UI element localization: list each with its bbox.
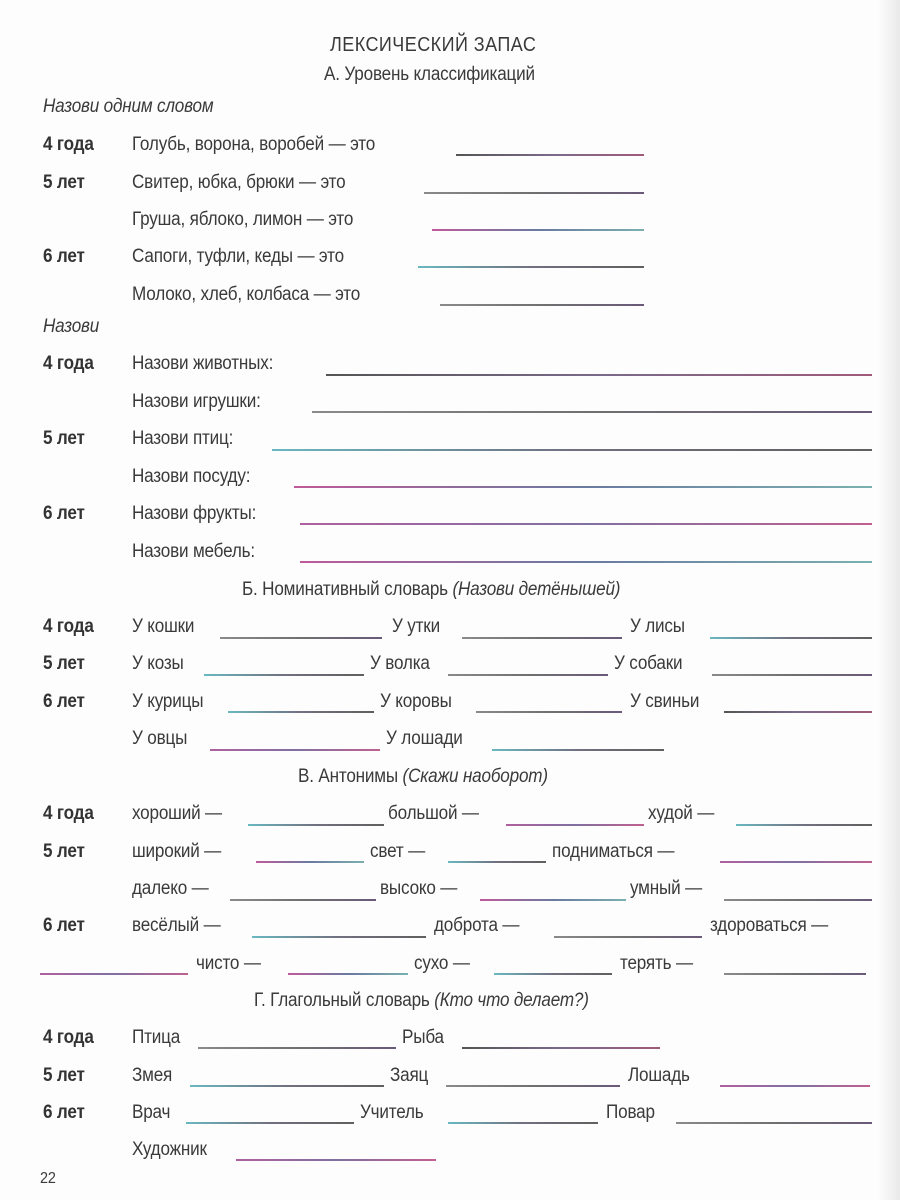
answer-blank[interactable] bbox=[712, 674, 872, 676]
answer-blank[interactable] bbox=[446, 1085, 620, 1087]
answer-blank[interactable] bbox=[40, 973, 188, 975]
answer-blank[interactable] bbox=[736, 824, 872, 826]
answer-blank[interactable] bbox=[462, 637, 622, 639]
answer-blank[interactable] bbox=[554, 936, 702, 938]
answer-blank[interactable] bbox=[186, 1122, 354, 1124]
prompt-text: У волка bbox=[370, 653, 430, 674]
prompt-text: Врач bbox=[132, 1102, 171, 1123]
age-label: 6 лет bbox=[43, 915, 85, 936]
answer-blank[interactable] bbox=[448, 861, 546, 863]
prompt-text: подниматься — bbox=[552, 841, 675, 862]
answer-blank[interactable] bbox=[676, 1122, 872, 1124]
section-d-heading-hint: (Кто что делает?) bbox=[434, 990, 589, 1011]
age-label: 6 лет bbox=[43, 1102, 85, 1123]
prompt-text: худой — bbox=[648, 803, 715, 824]
prompt-text: доброта — bbox=[434, 915, 520, 936]
prompt-text: Птица bbox=[132, 1027, 181, 1048]
answer-blank[interactable] bbox=[288, 973, 408, 975]
prompt-text: Сапоги, туфли, кеды — это bbox=[132, 246, 344, 267]
age-label: 5 лет bbox=[43, 172, 85, 193]
prompt-text: умный — bbox=[630, 878, 702, 899]
prompt-text: Назови животных: bbox=[132, 353, 274, 374]
prompt-text: Молоко, хлеб, колбаса — это bbox=[132, 284, 361, 305]
answer-blank[interactable] bbox=[228, 711, 374, 713]
answer-blank[interactable] bbox=[300, 523, 872, 525]
answer-blank[interactable] bbox=[456, 154, 644, 156]
age-label: 4 года bbox=[43, 1027, 94, 1048]
answer-blank[interactable] bbox=[312, 411, 872, 413]
prompt-text: Свитер, юбка, брюки — это bbox=[132, 172, 346, 193]
prompt-text: сухо — bbox=[414, 953, 470, 974]
age-label: 6 лет bbox=[43, 691, 85, 712]
prompt-text: Груша, яблоко, лимон — это bbox=[132, 209, 354, 230]
answer-blank[interactable] bbox=[256, 861, 364, 863]
age-label: 4 года bbox=[43, 616, 94, 637]
prompt-text: Назови фрукты: bbox=[132, 503, 257, 524]
prompt-text: У коровы bbox=[380, 691, 452, 712]
answer-blank[interactable] bbox=[230, 899, 376, 901]
answer-blank[interactable] bbox=[724, 973, 866, 975]
prompt-text: Рыба bbox=[402, 1027, 444, 1048]
prompt-text: Назови птиц: bbox=[132, 428, 234, 449]
answer-blank[interactable] bbox=[294, 486, 872, 488]
answer-blank[interactable] bbox=[326, 374, 872, 376]
page-title: ЛЕКСИЧЕСКИЙ ЗАПАС bbox=[330, 34, 537, 56]
answer-blank[interactable] bbox=[448, 1122, 598, 1124]
prompt-text: большой — bbox=[388, 803, 479, 824]
prompt-text: Лошадь bbox=[628, 1065, 690, 1086]
prompt-text: У утки bbox=[392, 616, 440, 637]
prompt-text: здороваться — bbox=[710, 915, 829, 936]
answer-blank[interactable] bbox=[272, 449, 872, 451]
prompt-text: Художник bbox=[132, 1139, 207, 1160]
section-b-heading bbox=[242, 579, 620, 601]
prompt-text: Назови игрушки: bbox=[132, 391, 261, 412]
answer-blank[interactable] bbox=[494, 973, 612, 975]
section-a-heading: А. Уровень классификаций bbox=[324, 64, 535, 85]
answer-blank[interactable] bbox=[448, 674, 608, 676]
prompt-text: У собаки bbox=[614, 653, 683, 674]
section-c-heading-text: В. Антонимы bbox=[298, 766, 398, 787]
answer-blank[interactable] bbox=[476, 711, 622, 713]
prompt-text: чисто — bbox=[196, 953, 261, 974]
prompt-text: весёлый — bbox=[132, 915, 221, 936]
prompt-text: Назови мебель: bbox=[132, 541, 255, 562]
age-label: 5 лет bbox=[43, 653, 85, 674]
prompt-text: Голубь, ворона, воробей — это bbox=[132, 134, 376, 155]
answer-blank[interactable] bbox=[492, 749, 664, 751]
answer-blank[interactable] bbox=[710, 637, 872, 639]
answer-blank[interactable] bbox=[432, 229, 644, 231]
answer-blank[interactable] bbox=[220, 637, 382, 639]
answer-blank[interactable] bbox=[480, 899, 626, 901]
prompt-text: далеко — bbox=[132, 878, 209, 899]
answer-blank[interactable] bbox=[190, 1085, 384, 1087]
age-label: 6 лет bbox=[43, 246, 85, 267]
answer-blank[interactable] bbox=[236, 1159, 436, 1161]
section-d-heading bbox=[254, 990, 589, 1012]
answer-blank[interactable] bbox=[252, 936, 426, 938]
prompt-text: Змея bbox=[132, 1065, 173, 1086]
answer-blank[interactable] bbox=[506, 824, 644, 826]
age-label: 4 года bbox=[43, 353, 94, 374]
prompt-text: У свиньи bbox=[630, 691, 700, 712]
age-label: 5 лет bbox=[43, 841, 85, 862]
answer-blank[interactable] bbox=[462, 1047, 660, 1049]
prompt-text: У лисы bbox=[630, 616, 685, 637]
age-label: 4 года bbox=[43, 803, 94, 824]
prompt-text: терять — bbox=[620, 953, 693, 974]
answer-blank[interactable] bbox=[724, 711, 872, 713]
prompt-text: Назови посуду: bbox=[132, 466, 251, 487]
subsection-name: Назови bbox=[43, 316, 100, 337]
prompt-text: У лошади bbox=[386, 728, 463, 749]
answer-blank[interactable] bbox=[440, 304, 644, 306]
prompt-text: Заяц bbox=[390, 1065, 429, 1086]
section-c-heading-hint: (Скажи наоборот) bbox=[402, 766, 548, 787]
answer-blank[interactable] bbox=[204, 674, 364, 676]
section-b-heading-hint: (Назови детёнышей) bbox=[452, 579, 621, 600]
prompt-text: хороший — bbox=[132, 803, 222, 824]
prompt-text: У кошки bbox=[132, 616, 195, 637]
answer-blank[interactable] bbox=[724, 899, 872, 901]
prompt-text: У козы bbox=[132, 653, 184, 674]
section-d-heading-text: Г. Глагольный словарь bbox=[254, 990, 430, 1011]
prompt-text: Повар bbox=[606, 1102, 655, 1123]
age-label: 4 года bbox=[43, 134, 94, 155]
prompt-text: Учитель bbox=[360, 1102, 424, 1123]
answer-blank[interactable] bbox=[300, 561, 872, 563]
prompt-text: У овцы bbox=[132, 728, 188, 749]
prompt-text: свет — bbox=[370, 841, 425, 862]
age-label: 6 лет bbox=[43, 503, 85, 524]
answer-blank[interactable] bbox=[198, 1047, 396, 1049]
age-label: 5 лет bbox=[43, 1065, 85, 1086]
section-c-heading bbox=[298, 766, 548, 788]
prompt-text: У курицы bbox=[132, 691, 204, 712]
page-edge-shadow bbox=[878, 0, 900, 1200]
answer-blank[interactable] bbox=[720, 861, 872, 863]
answer-blank[interactable] bbox=[248, 824, 384, 826]
prompt-text: высоко — bbox=[380, 878, 458, 899]
answer-blank[interactable] bbox=[418, 266, 644, 268]
page-number: 22 bbox=[40, 1170, 56, 1187]
prompt-text: широкий — bbox=[132, 841, 222, 862]
section-b-heading-text: Б. Номинативный словарь bbox=[242, 579, 448, 600]
age-label: 5 лет bbox=[43, 428, 85, 449]
answer-blank[interactable] bbox=[720, 1085, 870, 1087]
answer-blank[interactable] bbox=[210, 749, 380, 751]
answer-blank[interactable] bbox=[424, 192, 644, 194]
subsection-name-one-word: Назови одним словом bbox=[43, 96, 214, 117]
